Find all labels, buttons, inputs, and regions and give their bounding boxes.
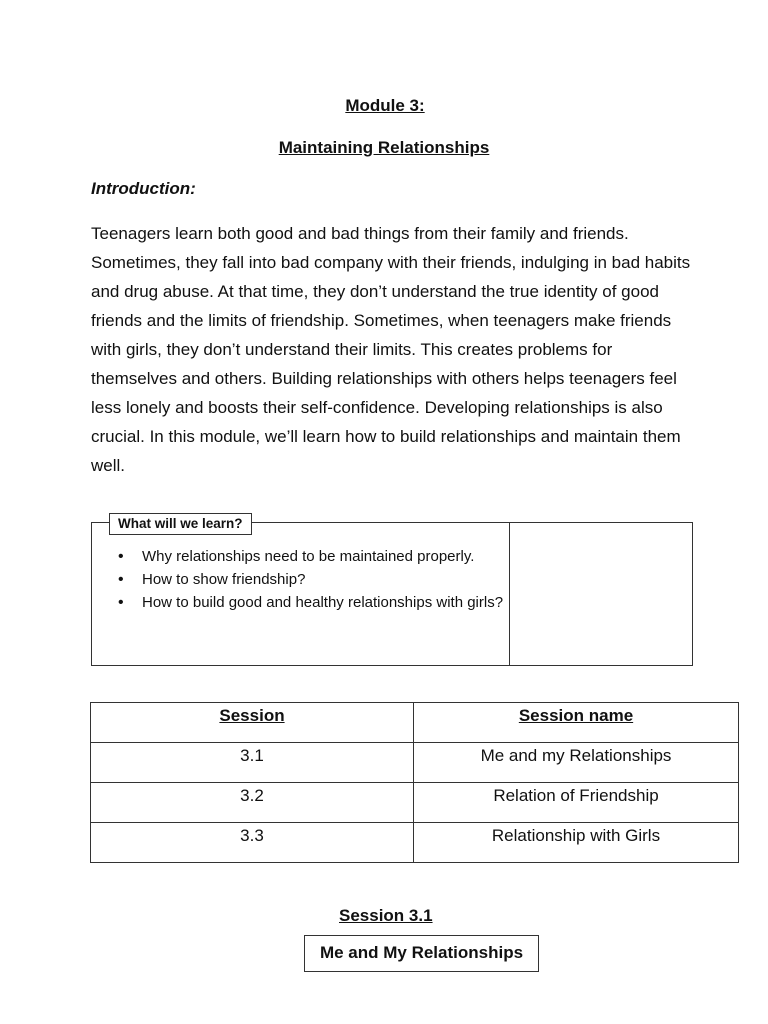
session-name-box: Me and My Relationships: [304, 935, 539, 972]
session-number-cell: 3.3: [91, 823, 414, 863]
session-name-cell: Relationship with Girls: [414, 823, 739, 863]
session-name-cell: Me and my Relationships: [414, 743, 739, 783]
table-row: [91, 783, 739, 823]
session-number-cell: 3.1: [91, 743, 414, 783]
introduction-heading: Introduction:: [91, 179, 196, 198]
introduction-paragraph: Teenagers learn both good and bad things from their family and friends. Sometimes, they fall into bad company with their friends, indulging in bad habits and drug abuse. At that time, they don’t understand the true identity of good friends and the limits of friendship. Sometimes, when teenagers make friends with girls, they don’t understand their limits. This creates problems for themselves and others. Building relationships with others helps teenagers feel less lonely and boosts their self-confidence. Developing relationships is also crucial. In this module, we’ll learn how to build relationships and maintain them well.: [91, 224, 691, 475]
table-row: [91, 823, 739, 863]
learn-list: [92, 545, 542, 614]
sessions-table: [90, 702, 739, 863]
table-header-row: [91, 703, 739, 743]
learn-box: [91, 522, 693, 666]
session-number-cell: 3.2: [91, 783, 414, 823]
header-session-name: Session name: [414, 703, 739, 743]
header-session: Session: [91, 703, 414, 743]
learn-box-label: What will we learn?: [109, 513, 252, 535]
table-row: [91, 743, 739, 783]
module-title: Module 3:: [345, 96, 425, 115]
module-subtitle: Maintaining Relationships: [278, 138, 490, 157]
learn-list-item: • Why relationships need to be maintained properly.: [142, 545, 542, 568]
session-heading: Session 3.1: [339, 906, 433, 925]
session-name-cell: Relation of Friendship: [414, 783, 739, 823]
learn-list-item: • How to build good and healthy relationships with girls?: [142, 591, 542, 614]
learn-list-item: • How to show friendship?: [142, 568, 542, 591]
